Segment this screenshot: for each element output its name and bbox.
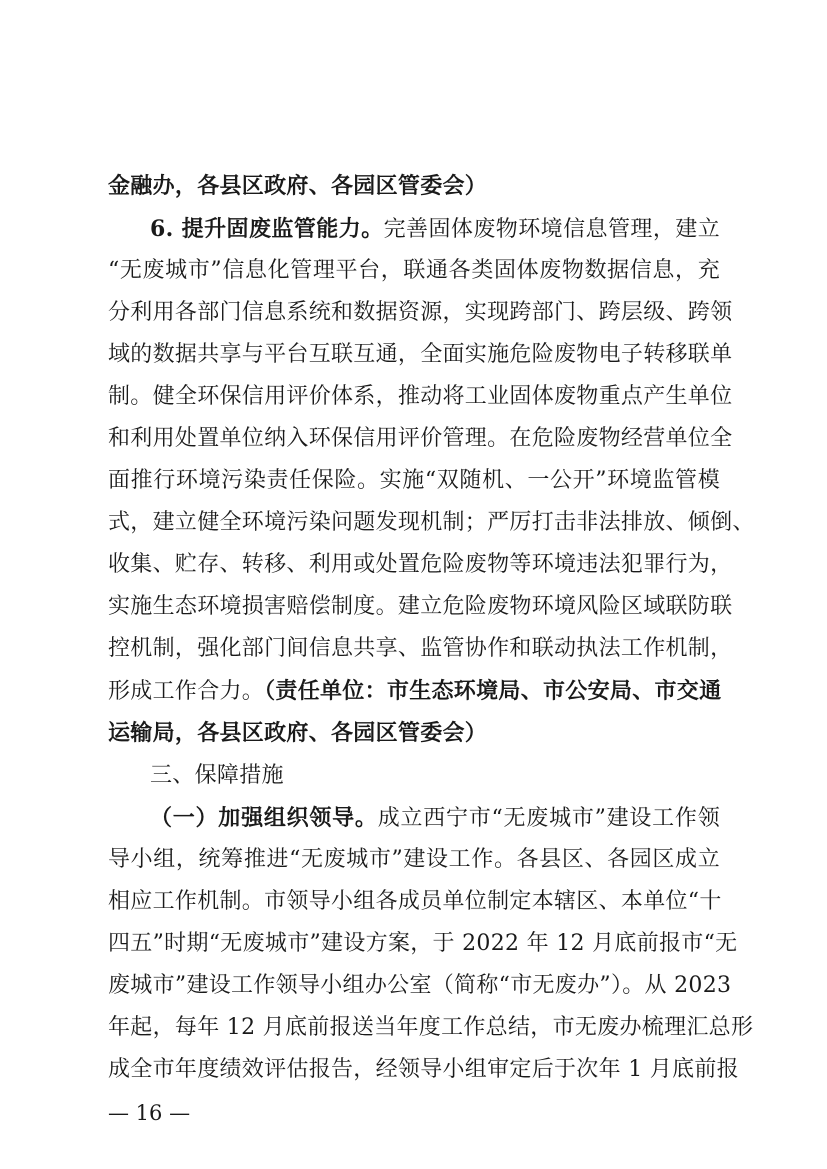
text-line-2 (150, 214, 720, 245)
text-segment: 三、保障措施 (150, 763, 284, 788)
text-line-13 (108, 676, 720, 707)
text-segment: 实施生态环境损害赔偿制度。建立危险废物环境风险区域联防联 (108, 594, 733, 619)
text-segment: 域的数据共享与平台互联互通，全面实施危险废物电子转移联单 (108, 342, 733, 367)
text-segment: 四五”时期“无废城市”建设方案，于 2022 年 12 月底前报市“无 (108, 931, 738, 956)
text-line-9 (108, 508, 755, 538)
text-line-20 (108, 971, 732, 1001)
text-segment: 废城市”建设工作领导小组办公室（简称“市无废办”）。从 2023 (108, 973, 732, 998)
text-segment: 分利用各部门信息系统和数据资源，实现跨部门、跨层级、跨领 (108, 300, 733, 325)
subsection-heading-1: （一）加强组织领导。 (150, 805, 378, 831)
text-line-5 (108, 340, 733, 370)
text-line-21 (108, 1013, 754, 1043)
text-segment: 形成工作合力。 (108, 679, 265, 704)
text-line-1 (108, 171, 720, 201)
text-segment: 收集、贮存、转移、利用或处置危险废物等环境违法犯罪行为， (108, 552, 733, 577)
text-line-11 (108, 592, 733, 622)
text-segment: 完善固体废物环境信息管理，建立 (383, 217, 720, 242)
text-line-17 (108, 845, 720, 875)
text-segment: 式，建立健全环境污染问题发现机制；严厉打击非法排放、倾倒、 (108, 510, 755, 535)
text-line-18 (108, 887, 720, 917)
text-segment: 面推行环境污染责任保险。实施“双随机、一公开”环境监管模 (108, 468, 720, 493)
section-heading-3 (150, 761, 720, 791)
text-segment: 运输局，各县区政府、各园区管委会） (108, 720, 488, 746)
text-segment: 成立西宁市“无废城市”建设工作领 (377, 806, 720, 831)
page-number: — 16 — (108, 1101, 191, 1125)
text-segment: 和利用处置单位纳入环保信用评价管理。在危险废物经营单位全 (108, 426, 733, 451)
text-segment: 成全市年度绩效评估报告，经领导小组审定后于次年 1 月底前报 (108, 1057, 739, 1082)
text-segment: “无废城市”信息化管理平台，联通各类固体废物数据信息，充 (108, 258, 720, 283)
text-segment: 相应工作机制。市领导小组各成员单位制定本辖区、本单位“十 (108, 889, 722, 914)
text-line-3 (108, 256, 720, 286)
text-line-8 (108, 466, 720, 496)
text-line-10 (108, 550, 733, 580)
text-segment: 导小组，统筹推进“无废城市”建设工作。各县区、各园区成立 (108, 847, 720, 872)
text-segment: 年起，每年 12 月底前报送当年度工作总结，市无废办梳理汇总形 (108, 1015, 754, 1040)
responsible-units: （责任单位：市生态环境局、市公安局、市交通 (264, 678, 722, 704)
text-line-22 (108, 1055, 739, 1085)
text-line-14 (108, 718, 720, 748)
text-line-4 (108, 298, 733, 328)
text-segment: 金融办，各县区政府、各园区管委会） (108, 173, 488, 199)
text-line-19 (108, 929, 738, 959)
section-heading-6: 6. 提升固废监管能力。 (150, 216, 384, 242)
text-line-7 (108, 424, 733, 454)
text-line-16 (150, 803, 720, 834)
text-segment: 控机制，强化部门间信息共享、监管协作和联动执法工作机制， (108, 636, 733, 661)
text-line-6 (108, 382, 733, 412)
text-segment: 制。健全环保信用评价体系，推动将工业固体废物重点产生单位 (108, 384, 733, 409)
text-line-12 (108, 634, 733, 664)
